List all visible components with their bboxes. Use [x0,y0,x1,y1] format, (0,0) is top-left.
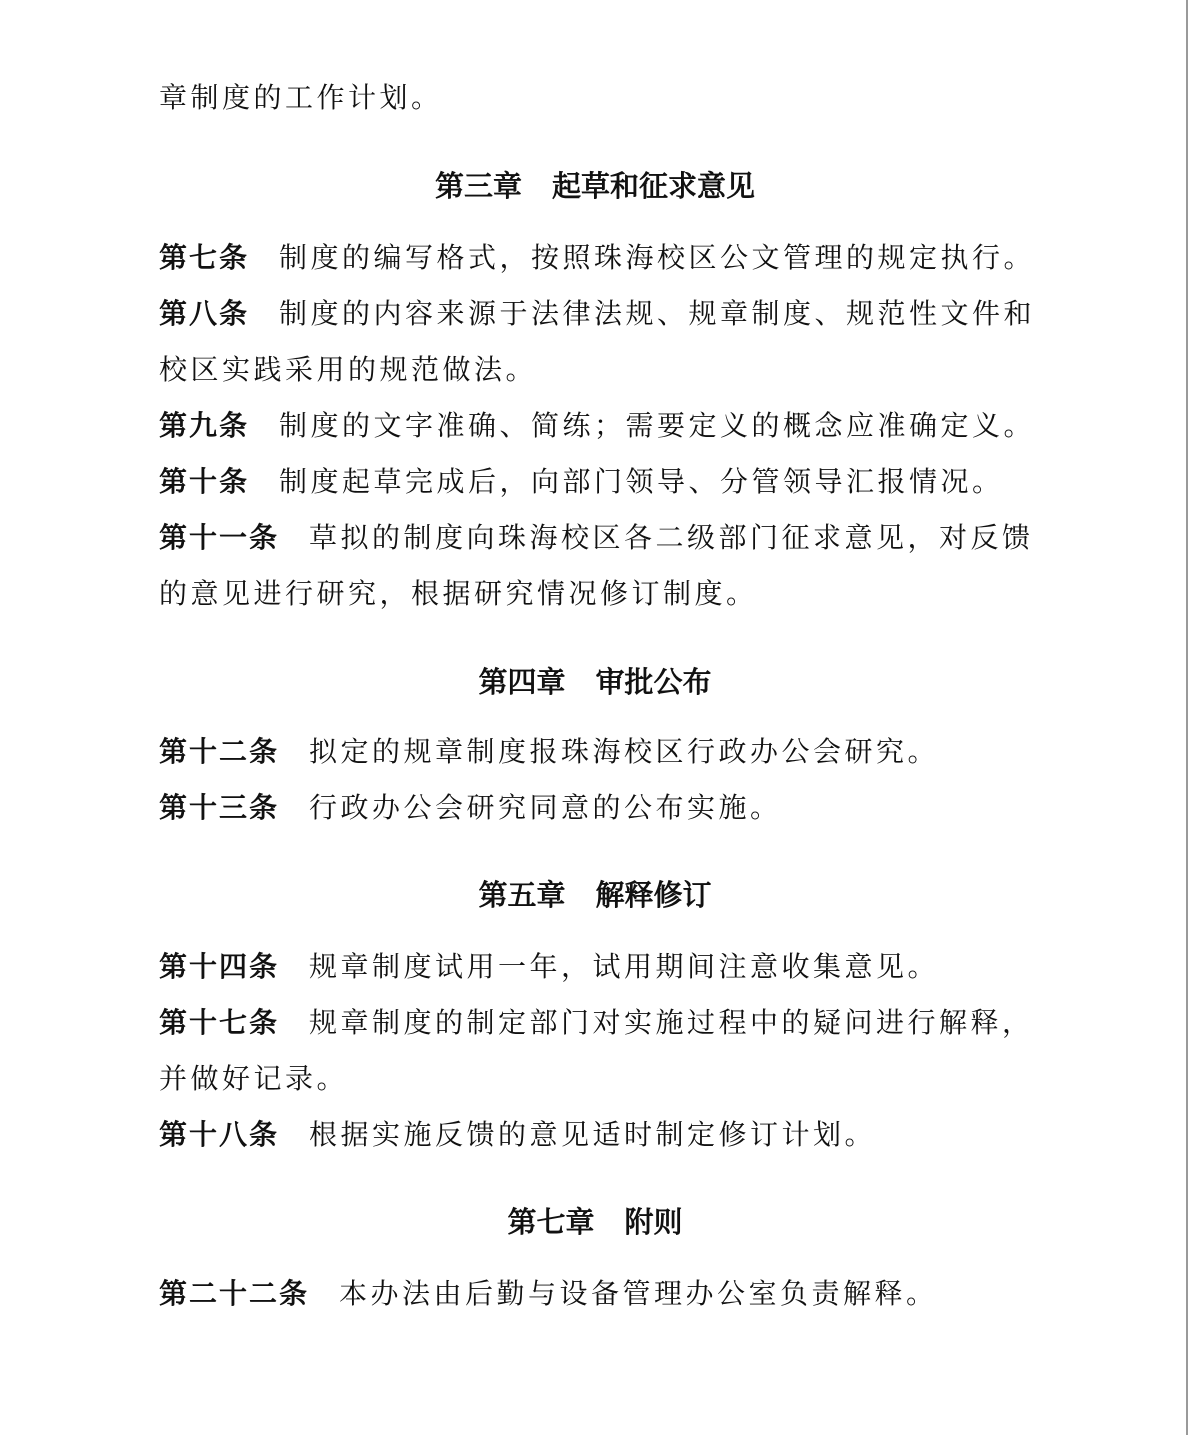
article-13 [159,790,1049,826]
chapter-title: 附则 [624,1205,683,1239]
article-number: 第十一条 [159,521,280,554]
article-text: 根据实施反馈的意见适时制定修订计划。 [309,1118,877,1151]
chapter-title: 审批公布 [595,665,712,699]
article-number: 第二十二条 [159,1277,310,1310]
chapter-title: 起草和征求意见 [552,169,756,203]
article-number: 第八条 [159,297,250,330]
article-text: 制度的内容来源于法律法规、规章制度、规范性文件和 [279,297,1036,330]
chapter-title: 解释修订 [595,878,712,912]
article-number: 第十七条 [159,1006,280,1039]
article-12 [159,734,1049,770]
article-10 [159,464,1049,500]
page-edge-divider [1186,0,1188,1435]
continuation-text: 章制度的工作计划。 [159,81,443,114]
article-text: 草拟的制度向珠海校区各二级部门征求意见，对反馈 [309,521,1034,554]
article-text: 制度起草完成后，向部门领导、分管领导汇报情况。 [279,465,1004,498]
article-text: 行政办公会研究同意的公布实施。 [309,791,782,824]
article-14 [159,949,1049,985]
article-18 [159,1117,1049,1153]
chapter-heading [0,166,1190,206]
article-text: 制度的编写格式，按照珠海校区公文管理的规定执行。 [279,241,1036,274]
chapter-heading [0,662,1190,702]
article-7 [159,240,1049,276]
article-11-continued: 的意见进行研究，根据研究情况修订制度。 [159,577,758,610]
chapter-number: 第七章 [507,1205,595,1239]
article-text: 本办法由后勤与设备管理办公室负责解释。 [339,1277,938,1310]
chapter-number: 第四章 [478,665,566,699]
article-number: 第九条 [159,409,250,442]
article-number: 第十条 [159,465,250,498]
article-number: 第七条 [159,241,250,274]
chapter-heading [0,875,1190,915]
article-text: 规章制度的制定部门对实施过程中的疑问进行解释， [309,1006,1034,1039]
article-17-continued: 并做好记录。 [159,1062,349,1095]
article-text: 规章制度试用一年，试用期间注意收集意见。 [309,950,940,983]
chapter-heading [0,1202,1190,1242]
chapter-number: 第五章 [478,878,566,912]
article-text: 拟定的规章制度报珠海校区行政办公会研究。 [309,735,940,768]
article-number: 第十八条 [159,1118,280,1151]
article-17 [159,1005,1049,1041]
article-number: 第十四条 [159,950,280,983]
article-22 [159,1276,1049,1312]
article-number: 第十三条 [159,791,280,824]
article-9 [159,408,1049,444]
article-8-continued: 校区实践采用的规范做法。 [159,353,538,386]
article-11 [159,520,1049,556]
article-text: 制度的文字准确、简练；需要定义的概念应准确定义。 [279,409,1036,442]
article-number: 第十二条 [159,735,280,768]
chapter-number: 第三章 [434,169,522,203]
article-8 [159,296,1049,332]
